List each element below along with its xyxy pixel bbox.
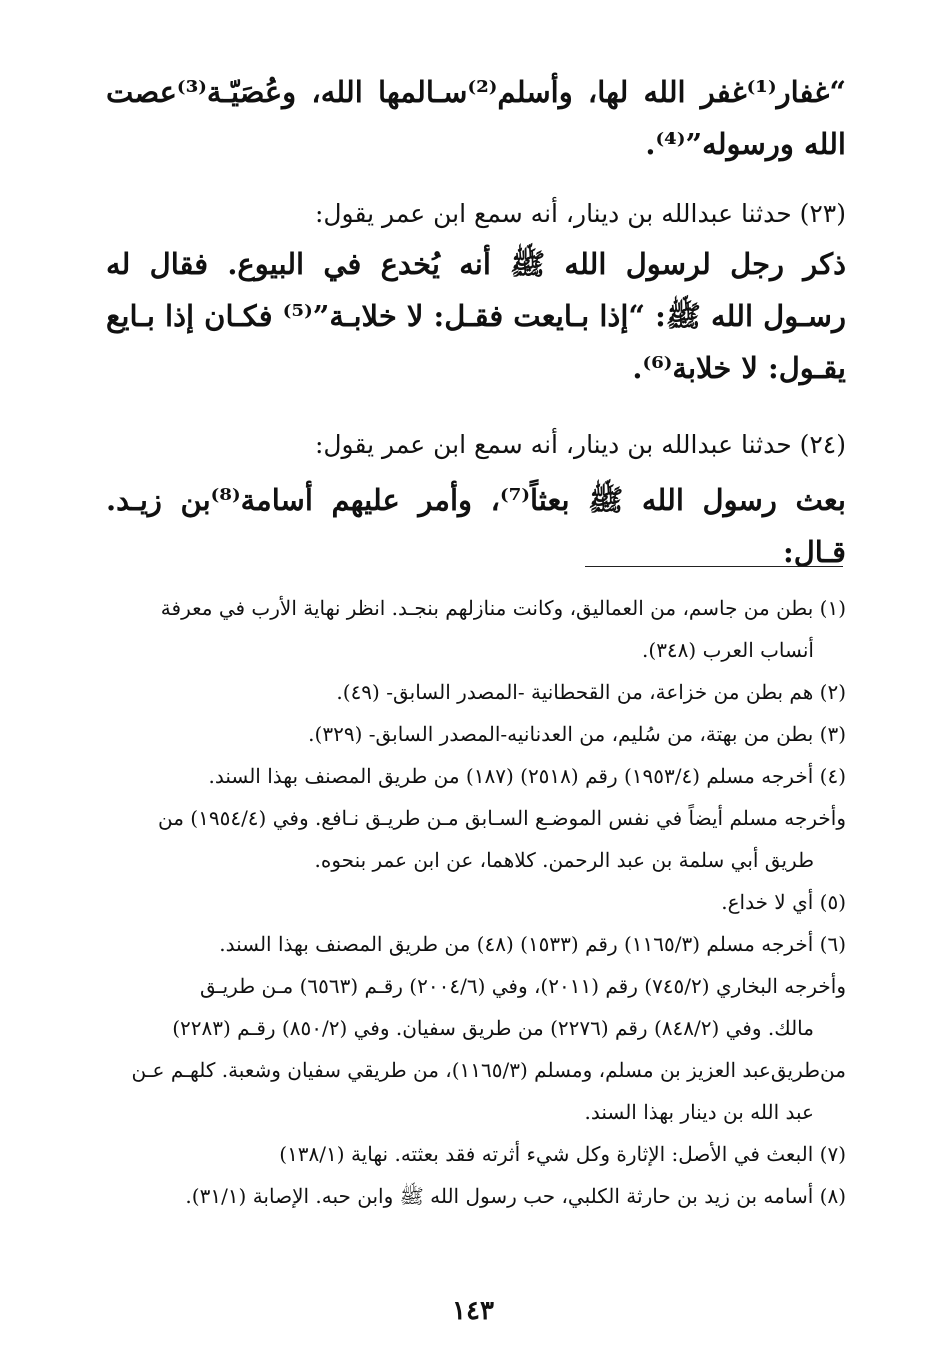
hadith-quote-text: “غفار⁽¹⁾غفر الله لها، وأسلم⁽²⁾سـالمها الله، وعُصَيّـة⁽³⁾عصت الله ورسوله”⁽⁴⁾.	[106, 75, 846, 161]
footnotes	[106, 587, 846, 1217]
footnote-line: من‌طريق‌عبد العزيز بن مسلم، ومسلم (١١٦٥/٣)، من طريقي سفيان وشعبة. كلهـم عـن	[131, 1058, 846, 1082]
footnote-line: (٣) بطن من بهتة، من سُليم، من العدنانيه-المصدر السابق- (٣٢٩).	[308, 722, 846, 746]
footnote-divider	[585, 566, 843, 567]
footnote-line: مالك. وفي (٨٤٨/٢) رقم (٢٢٧٦) من طريق سفيان. وفي (٨٥٠/٢) رقـم (٢٢٨٣)	[172, 1016, 814, 1040]
footnote-6	[106, 923, 846, 1133]
footnote-line: (٧) البعث في الأصل: الإثارة وكل شيء أثرته فقد بعثته. نهاية (١٣٨/١)	[279, 1142, 846, 1166]
footnote-1	[106, 587, 846, 671]
footnote-line: (٥) أي لا خداع.	[721, 890, 846, 914]
footnote-3	[106, 713, 846, 755]
footnote-2	[106, 671, 846, 713]
footnote-line: وأخرجه مسلم أيضاً في نفس الموضـع السـابق مـن طريـق نـافع. وفي (١٩٥٤/٤) من	[157, 806, 846, 830]
footnote-line: (١) بطن من جاسم، من العماليق، وكانت منازلهم بنجـد. انظر نهاية الأرب في معرفة	[160, 596, 846, 620]
footnote-8	[106, 1175, 846, 1217]
footnote-line: طريق أبي سلمة بن عبد الرحمن. كلاهما، عن ابن عمر بنحوه.	[314, 848, 814, 872]
footnote-7	[106, 1133, 846, 1175]
footnote-line: أنساب العرب (٣٤٨).	[642, 638, 814, 662]
footnote-5	[106, 881, 846, 923]
footnote-line: عبد الله بن دينار بهذا السند.	[584, 1100, 814, 1124]
hadith-24-text: بعث رسول الله ﷺ بعثاً⁽⁷⁾، وأمر عليهم أسامة⁽⁸⁾بن زيـد. قـال:	[106, 483, 846, 569]
footnote-line: (٦) أخرجه مسلم (١١٦٥/٣) رقم (١٥٣٣) (٤٨) من طريق المصنف بهذا السند.	[219, 932, 846, 956]
hadith-24-intro: (٢٤) حدثنا عبدالله بن دينار، أنه سمع ابن عمر يقول:	[314, 430, 846, 459]
footnote-4	[106, 755, 846, 881]
footnote-line: (٢) هم بطن من خزاعة، من القحطانية -المصدر السابق- (٤٩).	[336, 680, 846, 704]
footnote-line: (٨) أسامه بن زيد بن حارثة الكلبي، حب رسول الله ﷺ وابن حبه. الإصابة (٣١/١).	[185, 1184, 846, 1208]
hadith-23-text: ذكر رجل لرسول الله ﷺ أنه يُخدع في البيوع. فقال له رسـول الله ﷺ: “إذا بـايعت فقـل: لا خلابـة”⁽⁵⁾ فكـان إذا بـايع يقـول: لا خلابة⁽⁶⁾.	[106, 247, 846, 385]
hadith-23-intro: (٢٣) حدثنا عبدالله بن دينار، أنه سمع ابن عمر يقول:	[314, 199, 846, 228]
hadith-quote	[106, 66, 846, 170]
footnote-line: (٤) أخرجه مسلم (١٩٥٣/٤) رقم (٢٥١٨) (١٨٧) من طريق المصنف بهذا السند.	[208, 764, 846, 788]
page-number: ١٤٣	[452, 1296, 494, 1326]
footnote-line: وأخرجه البخاري (٧٤٥/٢) رقم (٢٠١١)، وفي (٢٠٠٤/٦) رقـم (٦٥٦٣) مـن طريـق	[200, 974, 846, 998]
